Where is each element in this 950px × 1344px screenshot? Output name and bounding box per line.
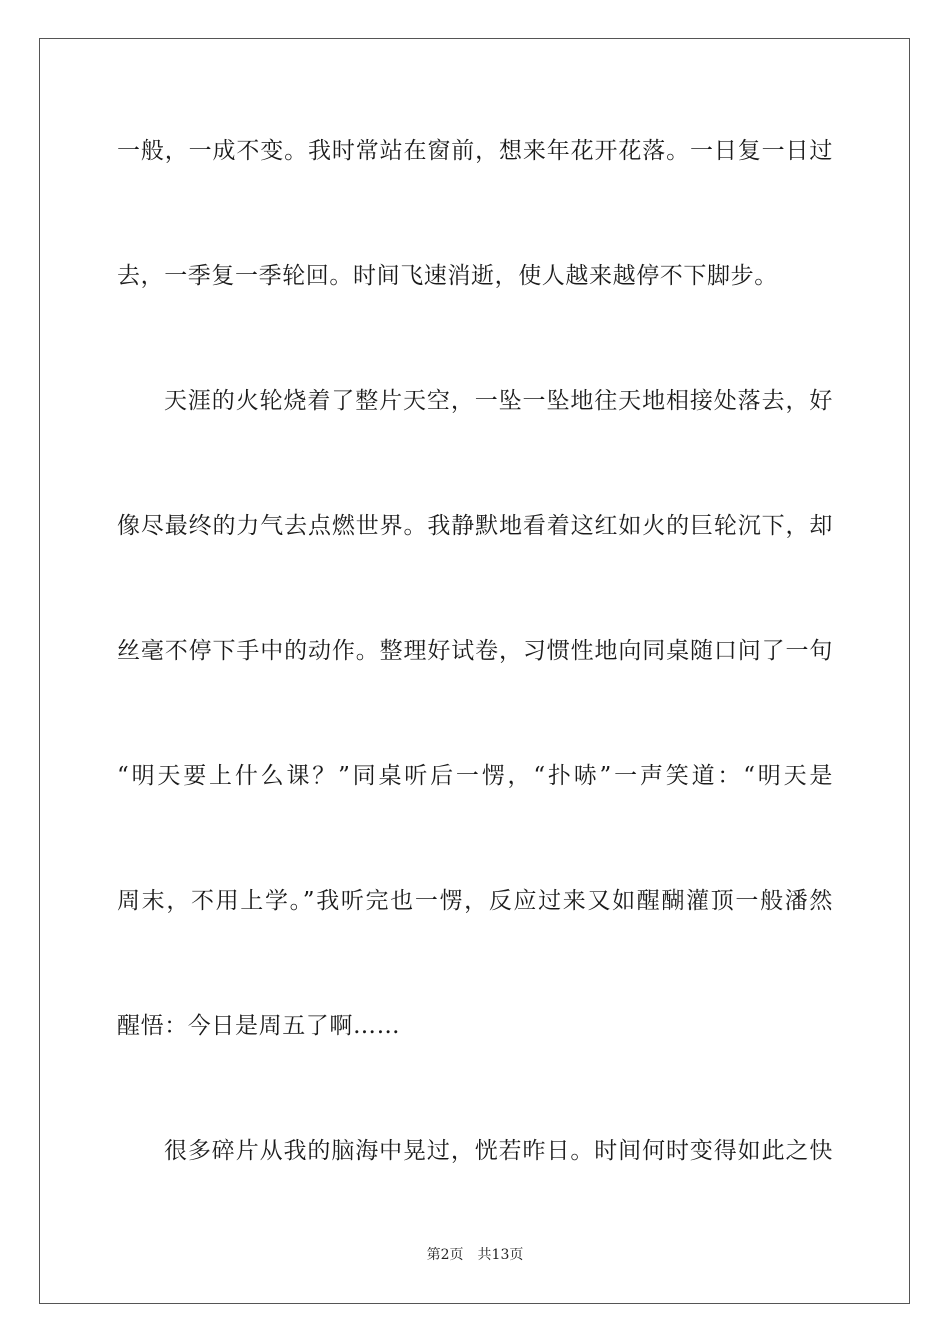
text-line: 像尽最终的力气去点燃世界。我静默地看着这红如火的巨轮沉下，却	[117, 513, 833, 539]
text-line: 一般，一成不变。我时常站在窗前，想来年花开花落。一日复一日过	[117, 138, 833, 164]
page-border	[39, 38, 910, 1304]
page-footer	[0, 1244, 950, 1264]
paragraph-start-line: 天涯的火轮烧着了整片天空，一坠一坠地往天地相接处落去，好	[164, 388, 833, 414]
text-line: 丝毫不停下手中的动作。整理好试卷，习惯性地向同桌随口问了一句	[117, 638, 833, 664]
text-line: 醒悟：今日是周五了啊……	[117, 1013, 401, 1039]
paragraph-start-line: 很多碎片从我的脑海中晃过，恍若昨日。时间何时变得如此之快	[164, 1138, 833, 1164]
page-number: 第2页	[426, 1247, 464, 1263]
page-total: 共13页	[477, 1247, 524, 1263]
text-line: 周末，不用上学。”我听完也一愣，反应过来又如醒醐灌顶一般潘然	[117, 888, 833, 914]
text-line: 去，一季复一季轮回。时间飞速消逝，使人越来越停不下脚步。	[117, 263, 778, 289]
text-line: “明天要上什么课？”同桌听后一愣，“扑哧”一声笑道：“明天是	[117, 763, 833, 789]
